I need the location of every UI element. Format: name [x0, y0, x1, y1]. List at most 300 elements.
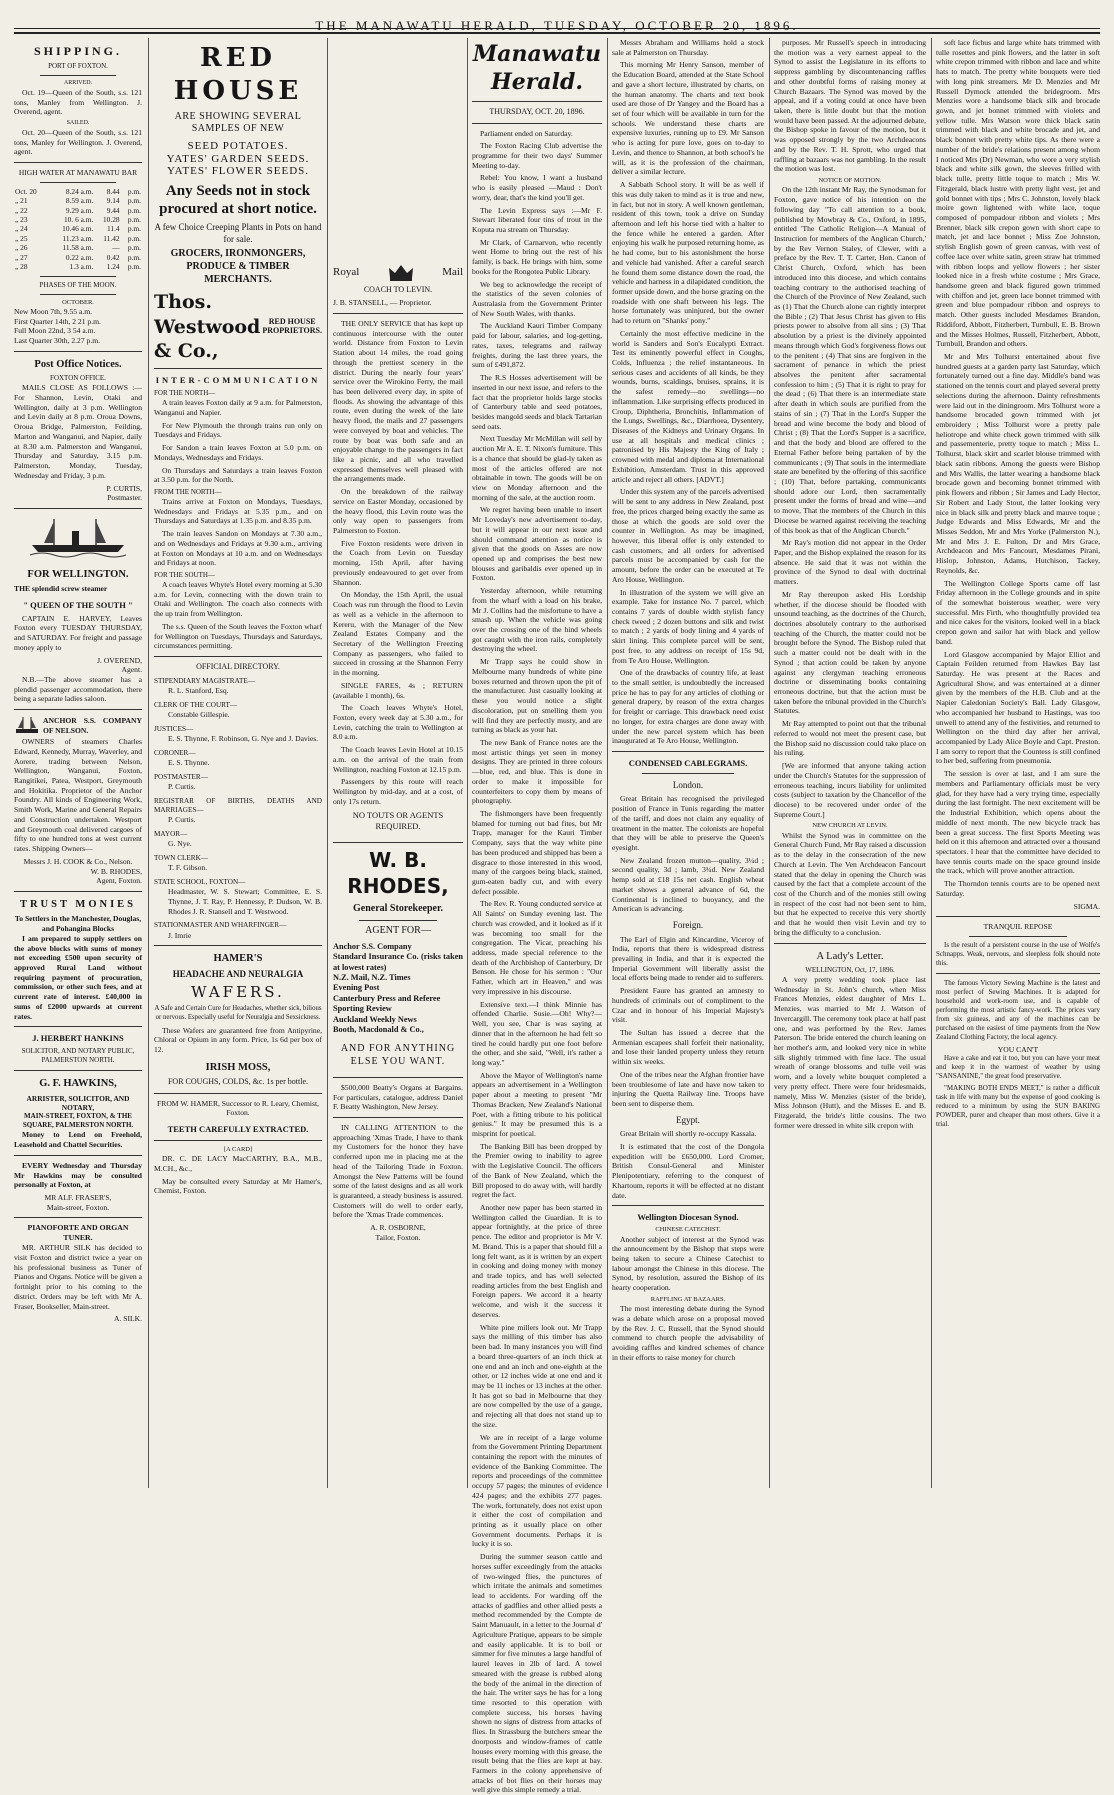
editorial-para: The Auckland Kauri Timber Company paid for labour, salaries, and log-getting, rates, taxes, telegrams and railway freights, during the last three years, the sum of £491,872. — [472, 321, 602, 370]
inter-para-2: For New Plymouth the through trains run only on Tuesdays and Fridays. — [154, 420, 322, 440]
editorial-date: THURSDAY, OCT. 20, 1896. — [489, 107, 585, 117]
coach-para-2: On the breakdown of the railway service on Easter Monday, occasioned by the heavy flood, this Levin route was the only way open to passengers from Palmerston to Foxton. — [333, 487, 463, 536]
card-label: [A CARD] — [223, 1145, 253, 1153]
official-role: TOWN CLERK— — [154, 853, 208, 862]
official-name: E. S. Thynne, F. Robinson, G. Nye and J. Davies. — [168, 734, 319, 744]
divider — [154, 368, 322, 369]
tide-cell: „ 26 — [15, 243, 28, 253]
editorial-para: The Rev. R. Young conducted service at All Saints' on Sunday evening last. The church was crowded, and it looked as if it was becoming too small for the congregation. The Vicar, preaching his address, made special reference to the death of the Archbishop of Canterbury, Dr Benson. He chose for his sermon : "Our Father, which art in Heaven," and was very impressive in his discourse. — [472, 899, 602, 996]
tide-cell: 11.4 — [106, 224, 120, 234]
no-touts: NO TOUTS OR AGENTS REQUIRED. — [352, 810, 444, 832]
editorial-para: The new Bank of France notes are the most artistic things yet seen in money designs. They are printed in three colours —blue, red, and blue. This is done in order to make it impossible for counterfeiters to copy them by means of photography. — [472, 737, 602, 806]
editorial-para: Above the Mayor of Wellington's name appears an advertisement in a Wellington paper about a meeting to present "Mr Thomas Bracken, New Zealand's National Poet, with a fitting tribute to his political genius." It may be presumed this is a misprint for poetical. — [472, 1070, 602, 1138]
wafers-heading: WAFERS. — [191, 983, 285, 1002]
piano-heading: PIANOFORTE AND ORGAN TUNER. — [27, 1223, 129, 1243]
divider — [14, 508, 142, 509]
tide-cell: p.m. — [127, 205, 141, 215]
tide-cell: 1.24 — [106, 262, 120, 272]
official-role: MAYOR— — [154, 830, 188, 839]
official-role: JUSTICES— — [154, 725, 194, 734]
divider — [14, 351, 142, 352]
divider — [612, 751, 764, 752]
foreign-para: President Faure has granted an amnesty to hundreds of criminals out of compliment to the Czar and in honour of his Imperial Majesty's visit. — [612, 986, 764, 1025]
divider — [333, 1077, 463, 1078]
steamship-illustration — [14, 515, 142, 562]
news-para: Messrs Abraham and Williams hold a stock sale at Palmerston on Thursday. — [612, 38, 764, 57]
official-role: POSTMASTER— — [154, 772, 208, 781]
hawkins-address: MAIN-STREET, FOXTON, & THE SQUARE, PALMERSTON NORTH. — [22, 1112, 134, 1130]
for-the-south: FOR THE SOUTH— — [154, 570, 215, 579]
divider — [154, 656, 322, 657]
anchor-agents: Messrs J. H. COOK & Co., Nelson. — [23, 856, 133, 866]
tide-cell: 10. 6 a.m. — [63, 214, 94, 224]
coach-para-7: The Coach leaves Levin Hotel at 10.15 a.m. on the arrival of the train from Wellington, reaching Foxton at 12.15 p.m. — [333, 745, 463, 774]
moon-phase-line: Last Quarter 30th, 2.27 p.m. — [14, 336, 101, 346]
editorial-para: Rebel: You know, I want a husband who is easily pleased —Maud : Don't worry, dear, that's the kind you'll get. — [472, 173, 602, 202]
tide-cell: p.m. — [127, 243, 141, 253]
tide-cell: „ 24 — [15, 224, 28, 234]
tranquil-heading: TRANQUIL REPOSE — [983, 922, 1053, 932]
postmaster-title: Postmaster. — [107, 493, 142, 503]
editorial-para: We beg to acknowledge the receipt of the statistics of the seven colonies of Australasia from the Government Printer of New South Wales, with thanks. — [472, 279, 602, 318]
coach-para-4: On Monday, the 15th April, the usual Coach was run through the flood to Levin as well as a vehicle in the afternoon to Kereru, with the Manager of the New Zealand Estates Company and the Secretary of the Wellington Freezing Company as passengers, who failed to succeed in crossing at the Shannon Ferry in the morning. — [333, 590, 463, 678]
inter-para-7: A coach leaves Whyte's Hotel every morning at 5.30 a.m. for Levin, connecting with the down train to Otaki and Wellington. The coach also connects with the up train from Wellington. — [154, 579, 322, 619]
tide-cell: 11.23 a.m. — [62, 233, 94, 243]
inter-para-5: Trains arrive at Foxton on Mondays, Tuesdays, Wednesdays and Fridays at 5.35 p.m., and on Thursdays and Saturdays at 1.35 p.m. and 8.35 p.m. — [154, 496, 322, 526]
official-name: E. S. Thynne. — [168, 758, 210, 768]
official-name: G. Nye. — [168, 839, 192, 849]
editorial-para: We regret having been unable to insert Mr Loveday's new advertisement to-day, but it will appear in our next issue and should command attention as notice is given that the goods on Asses are now opened up and comprises the best new blouses and garibaldis ever opened up in Foxton. — [472, 505, 602, 583]
seed-line-3: YATES' FLOWER SEEDS. — [166, 165, 310, 178]
divider — [333, 313, 463, 314]
official-name: R. L. Stanford, Esq. — [168, 686, 229, 696]
hamer-successor: FROM W. HAMER, Successor to R. Leary, Chemist, Foxton. — [157, 1098, 319, 1118]
mail-word: Mail — [442, 265, 463, 278]
ladys-letter-para: The Wellington College Sports came off last Friday afternoon in the College grounds and in spite of the somewhat boisterous weather, were very successful. Mrs Firth, who thoughtfully provided tea and nice cakes for the visitors, looked well in a black crepon gown and sailor hat with black and yellow band. — [936, 578, 1100, 646]
divider — [14, 891, 142, 892]
ladys-letter-para: soft lace fichus and large white hats trimmed with tulle rosettes and pink flowers, and the latter in soft white crepon trimmed with ribbon and lace and white hats to match. The pretty white bouquets were tied with long pink streamers. Mr D. Menzies and Mr Russell Dymock attended the bridegroom. Mrs Menzies wore a handsome black silk and brocade gown, and jet bonnet trimmed with violets and yellow tulle. Mrs Watson wore thick black satin trimmed with black and white brocade and jet, and black bonnet with pretty white tips. As there were a number of the bride's relations present among whom I noticed Mrs (Dr) Newman, who wore a very stylish black and white silk gown, the sleeves frilled with black tulle, pretty little toque to match ; Mrs W. Fitzgerald, black lustre with pretty light vest, jet and gold bonnet with tips ; Mrs C. Johnston, lovely black moire gown lightened with white lace, toque composed of pompadour ribbon and violets ; Mrs Brenner, black silk crepon gown with short cape to match, jet and lace bonnet ; Miss Zoe Johnston, stylish English gown of green canvas, with vest of coffee lace over white satin, green straw hat trimmed with ribbon loops and yellow flowers ; her sister looked nice in a fresh white costume ; Mrs Grace, handsome green and black figured gown trimmed with chiffon and jet, green lace bonnet trimmed with green and blue pompadour ribbon and ospreys to match. Other guests included Mesdames Brandon, Riddiford, Abbott, Fitzherbert, Turnbull, E. B. Brown and the Misses Holmes, Russell, Fitzherbert, Abbott, Turnbull, Brandon and others. — [936, 38, 1100, 349]
tide-cell: p.m. — [127, 224, 141, 234]
tide-row — [14, 187, 142, 196]
coach-para-5: SINGLE FARES, 4s ; RETURN (available 1 month), 6s. — [333, 680, 463, 700]
editorial-para: During the summer season cattle and horses suffer exceedingly from the attacks of two-winged flies, the punctures of which irritate the animals and sometimes lead to accidents. For warding off the attacks of gadflies and other allied pests a method recommended by the Compte de Saint Manuault, in a letter to the Journal d' Agriculture Pratique, appears to be simple and easily applicable. It is to boil or simmer for five minutes a large handful of laurel leaves in 2lb of lard. A towel smeared with the grease is rubbed along the body of the animal in the direction of the hair. The writer says he has for a long time resorted to this operation with complete success, his horses having shown no signs of distress from attacks of flies. In Strassburg the butchers smear the doorposts and window-frames of cattle houses every morning with this grease, the result being that the flies are kept at bay. Farmers in the colony apprehensive of attacks of bot flies on their horses may well give this simple remedy a trial. — [472, 1552, 602, 1795]
red-house-heading: RED HOUSE — [173, 43, 303, 107]
new-church-sub: NEW CHURCH AT LEVIN. — [812, 822, 888, 830]
royal-word: Royal — [333, 265, 360, 278]
westwood-name: Thos. Westwood & Co., — [154, 291, 261, 363]
for-the-north: FOR THE NORTH— — [154, 389, 216, 398]
moon-phase-line: Full Moon 22nd, 3 54 a.m. — [14, 326, 96, 336]
divider — [969, 936, 1067, 937]
red-house-proprietors — [262, 318, 322, 336]
synod-cont-para: Mr Ray attempted to point out that the tribunal referred to would not meet the present case, but the Bishop said no discussion could take place on his ruling. — [774, 719, 926, 758]
column-royal-mail — [333, 262, 463, 1490]
synod-sub-1: CHINESE CATECHIST. — [655, 1226, 721, 1234]
inter-communication-heading: INTER-COMMUNICATION — [155, 375, 321, 386]
stansell-proprietor: J. B. STANSELL, — Proprietor. — [333, 298, 432, 308]
official-directory-heading: OFFICIAL DIRECTORY. — [196, 661, 280, 671]
divider — [154, 945, 322, 946]
cablegrams-heading: CONDENSED CABLEGRAMS. — [628, 758, 748, 769]
storekeeper-heading: General Storekeeper. — [353, 903, 443, 915]
ship-icon — [14, 715, 40, 737]
anchor-text: OWNERS of steamers Charles Edward, Kennedy, Murray, Waverley, and Aorere, trading between Nelson, Wellington, Wanganui, Foxton, Rangitikei, Patea, Westport, Greymouth and Hokitika. Proprietor of the Anchor Foundry. All kinds of Engineering Work, Smith Work, Marine and General Repairs and Construction undertaken. Westport and Greymouth coal delivered cargoes of fifty to one hundred tons at west current rates. Shipping Owners— — [14, 737, 142, 854]
sailed-text: Oct. 20—Queen of the South, s.s. 121 tons, Manley for Wellington. J. Overend, agent. — [14, 127, 142, 157]
shipping-heading: SHIPPING. — [33, 44, 122, 58]
hawkins-title: ARRISTER, SOLICITOR, AND NOTARY, — [26, 1093, 130, 1112]
agent-item: Evening Post — [333, 983, 380, 993]
synod-heading: Wellington Diocesan Synod. — [637, 1212, 739, 1223]
tide-cell: 10.46 a.m. — [62, 224, 94, 234]
editorial-para: Extensive text.—I think Minnie has offended Charlie. Susie.—Oh! Why?—Well, you see, Char is was saying at dinner that in the afternoon he had felt so tired he could hardly put one foot before the other, and she said, "Well, it's rather a long way." — [472, 999, 602, 1067]
foreign-para: One of the tribes near the Afghan frontier have been troublesome of late and have now taken to injuring the Quetta Railway line. Troops have been sent to disperse them. — [612, 1069, 764, 1109]
tide-row — [14, 206, 142, 215]
tide-cell: 8.44 — [106, 186, 120, 196]
news-para: In illustration of the system we will give an example. Take for instance No. 7 parcel, which contains 7 yards of double width stylish fancy check tweed ; 2 dozen buttons and silk and twist to match ; 2 yards of body lining and 4 yards of skirt lining. This complete parcel will be sent, post free, to any address on receipt of 15s 9d, from Te Aro House, Wellington. — [612, 587, 764, 665]
tide-row — [14, 262, 142, 271]
synod-para: Another subject of interest at the Synod was the announcement by the Bishop that steps were being taken to secure a Chinese Catechist to labour amongst the Chinese in this diocese. The Synod, by resolution, assured the Bishop of its hearty cooperation. — [612, 1234, 764, 1293]
tide-cell: „ 25 — [15, 233, 28, 243]
synod-cont-para: Mr Ray's motion did not appear in the Order Paper, and the Bishop explained the reason for its absence. He said that it was not within the province of the Synod to deal with doctrinal matters. — [774, 538, 926, 587]
hawkins-money: Money to Lend on Freehold, Leasehold and Chattel Securities. — [14, 1130, 142, 1150]
wafers-text-2: These Wafers are guaranteed free from Antipyrine, Chloral or Opium in any form. Price, 1s 6d per box of 12. — [154, 1025, 322, 1055]
agent-list — [333, 942, 463, 1035]
from-the-north: FROM THE NORTH— — [154, 487, 222, 496]
official-directory — [154, 677, 322, 940]
official-role: CLERK OF THE COURT— — [154, 701, 238, 710]
tide-cell: 9.14 — [106, 196, 120, 206]
osborne-title: Tailor, Foxton. — [375, 1232, 421, 1242]
masthead — [0, 0, 1114, 34]
divider — [40, 182, 117, 183]
trust-monies-sub: To Settlers in the Manchester, Douglas, and Pohangina Blocks — [14, 914, 142, 934]
coach-para-6: The Coach leaves Whyte's Hotel, Foxton, every week day at 5.30 a.m., for Levin, catching the train to Wellington at 8.0 a.m. — [333, 703, 463, 742]
synod-sub-2: RAFFLING AT BAZAARS. — [650, 1295, 726, 1303]
ladys-letter-para: The session is over at last, and I am sure the members and Parliamentary officials must be very glad, for they have had a very trying time, especially during the last fortnight. The next excitement will be the Industrial Exhibition, which opens about the middle of next month. The new bicycle track has been a great success. The first Sports Meeting was held on it this afternoon and attracted over a thousand spectators. I hear that the committee have decided to have tennis courts made on the space ground inside the track, which will prove another attraction. — [936, 769, 1100, 876]
editorial-para: Parliament ended on Saturday. — [480, 128, 573, 138]
egypt-para: Great Britain will shortly re-occupy Kassala. — [620, 1129, 757, 1139]
paper-name: Manawatu Herald. — [472, 41, 602, 96]
anchor-heading: ANCHOR S.S. COMPANY OF NELSON. — [43, 716, 142, 736]
sewing-machine-text: The famous Victory Sewing Machine is the latest and most perfect of Sewing Machines. It is adapted for household and work-room use, and is capable of performing the most artistic fancy-work. The prices vary from six guineas, and any of the machines can be purchased on the easiest of time payments from the New Zealand Clothing Factory, the local agency. — [936, 978, 1100, 1041]
divider — [14, 1070, 142, 1071]
post-office-text: MAILS CLOSE AS FOLLOWS :— For Shannon, Levin, Otaki and Wellington, daily at 3 p.m. Wellington and Levin daily at 8 p.m. Oroua Downs, Oroua Bridge, Palmerston, Feilding, Marton and Wanganui, and Napier, daily at 8.30 a.m. Palmerston and Wanganui, Thursday and Saturday, 3.15 p.m. Palmerston, Monday, Tuesday, Wednesday and Friday, 3 p.m. — [14, 383, 142, 480]
baking-powder-text: "MAKING BOTH ENDS MEET," is rather a difficult task in life with many but the expense of good cooking is reduced to a minimum by using the SUN BAKING POWDER, purer and cheaper than most others. Give it a trial. — [936, 1084, 1100, 1128]
agent-item: Sporting Review — [333, 1004, 392, 1014]
official-list — [154, 677, 322, 940]
tide-row — [14, 253, 142, 262]
london-heading: London. — [672, 779, 704, 790]
tide-cell: p.m. — [127, 262, 141, 272]
divider — [40, 294, 117, 295]
agent-item: Canterbury Press and Referee — [333, 993, 441, 1003]
newspaper-header-title: THE MANAWATU HERALD, TUESDAY, OCTOBER 20, 1896. — [315, 18, 799, 33]
editorial-para: White pine millers look out. Mr Trapp says the milling of this timber has also been bad. In many instances you will find a board three-quarters of an inch thick at one end and an inch and one-eighth at the other, or 12 inches wide at one end and it may be 11 inches or 13 inches at the other. It has got so bad in Melbourne that they are now compelled by the use of a gauge, and rejecting all that does not stand up to the size. — [472, 1322, 602, 1429]
tide-cell: p.m. — [127, 252, 141, 262]
irish-moss-heading: IRISH MOSS, — [205, 1061, 271, 1073]
divider — [154, 1093, 322, 1094]
divider — [936, 916, 1100, 917]
tide-cell: „ 28 — [15, 262, 28, 272]
proprietors-line-2: PROPRIETORS. — [262, 325, 322, 335]
sailed-label: SAILED. — [66, 120, 90, 127]
column-shipping — [14, 38, 142, 1490]
westwood-row — [154, 290, 322, 363]
beatty-organs: $500,000 Beatty's Organs at Bargains. For particulars, catalogue, address Daniel F. Beatty Washington, New Jersey. — [333, 1082, 463, 1112]
ladys-letter-date: WELLINGTON, Oct, 17, 1896. — [805, 966, 895, 975]
synod-cont-para: Whilst the Synod was in committee on the General Church Fund, Mr Ray raised a discussion as to the delay in the consecration of the new Church at Levin. The Ven Archdeacon Fancourt stated that the delay in opening the Church was caused by the fact that a complete account of the cost of the Church and of the monies still owing in respect of the cost had not been sent to him, but that he expected to receive this very shortly and that he would then visit Levin and try to bring the difficulty to a conclusion. — [774, 830, 926, 937]
tide-cell: „ 27 — [15, 252, 28, 262]
anything-else: AND FOR ANYTHING ELSE YOU WANT. — [340, 1043, 456, 1068]
tide-cell: „ 23 — [15, 214, 28, 224]
hawkins-name: G. F. HAWKINS, — [39, 1078, 117, 1090]
official-role: STATIONMASTER AND WHARFINGER— — [154, 921, 287, 930]
news-para: A Sabbath School story. It will be as well if this was duly taken to mind as it is true and new, in fact, but not in story. A well known gentleman, resident of this town, took a drive on Sunday afternoon and left his horse tied with a halter to the fence while he entered a garden. After enjoying his walk he purposed returning home, as he had come, but to his astonishment the horse and vehicle had vanished. After a careful search he found them some distance down the road, the vehicle and harness in a dilapidated condition, the former upside down, and the horse grazing on the roadside with one shaft between his legs. The horse fortunately was uninjured, but the owner had to return on "Shanks' pony." — [612, 180, 764, 326]
ladys-letter-para: The Thorndon tennis courts are to be opened next Saturday. — [936, 879, 1100, 898]
divider — [333, 1117, 463, 1118]
foreign-heading: Foreign. — [672, 920, 704, 931]
foreign-para: The Earl of Elgin and Kincardine, Viceroy of India, reports that there is widespread distress prevailing in India, and that it is expected the Imperial Government will liberally assist the local efforts being made to render aid to sufferers. — [612, 934, 764, 983]
tide-row — [14, 215, 142, 224]
crown-icon — [387, 262, 415, 282]
anchor-heading-row — [14, 715, 142, 737]
official-name: T. F. Gibson. — [168, 863, 208, 873]
wellington-ship-name: " QUEEN OF THE SOUTH " — [23, 599, 133, 610]
port-label: PORT OF FOXTON. — [48, 62, 108, 71]
masthead-rule — [14, 28, 1100, 34]
london-para: Great Britain has recognised the privileged position of France in Tunis regarding the matter of the tariff, and does not claim any equality of treatment in the matter. The colonists are hopeful that they will be able to preserve the Queen's eyesight. — [612, 794, 764, 853]
tide-table — [14, 187, 142, 272]
tide-cell: 10.28 — [102, 214, 120, 224]
samples-line: ARE SHOWING SEVERAL SAMPLES OF NEW — [174, 110, 302, 135]
tide-cell: 9.44 — [106, 205, 120, 215]
inter-para-1: A train leaves Foxton daily at 9 a.m. for Palmerston, Wanganui and Napier. — [154, 398, 322, 417]
post-office-heading: Post Office Notices. — [34, 358, 122, 370]
tide-cell: 0.42 — [106, 252, 120, 262]
ladys-letter-heading: A Lady's Letter. — [816, 950, 884, 962]
tide-cell: — — [112, 243, 120, 253]
tide-row — [14, 243, 142, 252]
hankins-title: SOLICITOR, AND NOTARY PUBLIC, — [21, 1047, 135, 1056]
divider — [14, 162, 142, 163]
editorial-para: The Levin Express says :—Mr F. Stewart liberated four tins of trout in the Koputa rua stream on Thursday. — [472, 205, 602, 235]
editorial-para: Yesterday afternoon, while returning from the wharf with a load on his brake, Mr J. Collins had the misfortune to have a smash up. When the vehicle was going over the crossing one of the hind wheels got caught with the iron rails, completely destroying the wheel. — [472, 586, 602, 654]
you-cant-heading: YOU CAN'T — [997, 1044, 1039, 1054]
official-role: STIPENDIARY MAGISTRATE— — [154, 677, 255, 686]
official-role: CORONER— — [154, 749, 196, 757]
wellington-heading: FOR WELLINGTON. — [27, 568, 129, 580]
wellington-text: CAPTAIN E. HARVEY, Leaves Foxton every TUESDAY THURSDAY, and SATURDAY. For freight and passage money apply to — [14, 613, 142, 652]
tide-cell: p.m. — [127, 186, 141, 196]
divider — [774, 943, 926, 944]
divider — [936, 973, 1100, 974]
fraser-name: MR ALF. FRASER'S, — [44, 1192, 112, 1202]
divider — [154, 1140, 322, 1141]
official-name: Headmaster, W. S. Stewart; Committee, E. S. Thynne, J. T. Ray, P. Hennessy, P. Dudson, W. B. Rhodes J. R. Stansell and T. Westwood. — [168, 887, 322, 916]
tide-row — [14, 196, 142, 205]
ladys-letter-para: Lord Glasgow accompanied by Major Elliot and Captain Feilden returned from Hawkes Bay last Saturday. He was present at the Races and Agricultural Show, and was entertained at a dinner given by the members of the H.B. Club and at the Napier Caledonian Society's Ball. Lady Glasgow, who accompanied her husband to Hastings, was too unwell to attend any of the festivities, and returned to Wellington on the third day after her arrival, accompanied by Lady Alice Boyle and Capt. Preston. I am sorry to report that the Countess is still confined to her bed, suffering from pneumonia. — [936, 649, 1100, 766]
agent-item: Anchor S.S. Company — [333, 941, 412, 951]
wellington-agent-name: J. OVEREND, — [97, 655, 142, 665]
piano-sign: A. SILK. — [113, 1314, 142, 1324]
divider — [40, 276, 117, 277]
royal-mail-heading — [333, 262, 463, 282]
column-rule — [148, 38, 149, 1488]
column-rule — [327, 38, 328, 1488]
moon-heading: PHASES OF THE MOON. — [39, 280, 117, 289]
tide-heading: HIGH WATER AT MANAWATU BAR — [18, 167, 138, 177]
tide-cell: „ 21 — [15, 196, 28, 206]
divider — [40, 75, 117, 76]
coach-para-1: THE ONLY SERVICE that has kept up continuous intercourse with the outer world. Distance from Foxton to Levin Station about 14 miles, the road going through the prettiest scenery in the district. During the nearly four years' service over the Wirokino Ferry, the mail has been delivered every day, in spite of floods. As showing the advantage of this route, even during the week of the late heavy flood, the mails and 27 passengers were conveyed by boat and vehicles. The route by boat was both safe and an enjoyable change to the passengers in fact like a picnic, and all who travelled expressed themselves well pleased with the arrangements made. — [333, 318, 463, 484]
hankins-name: J. HERBERT HANKINS — [32, 1033, 124, 1044]
headache-heading: HEADACHE AND NEURALGIA — [172, 968, 304, 979]
divider — [333, 842, 463, 843]
notice-of-motion: NOTICE OF MOTION. — [818, 177, 882, 185]
synod-para: The most interesting debate during the Synod was a debate which arose on a proposal moved by the Rev. J. C. Russell, that the Synod should commend to church people the advisability of avoiding raffles and kindred schemes of chance in their efforts to raise money for church — [612, 1304, 764, 1362]
arrived-text: Oct. 19—Queen of the South, s.s. 121 tons, Manley from Wellington. J. Overend, agent. — [14, 87, 142, 117]
news-para: One of the drawbacks of country life, at least to the small settler, is undoubtedly the increased price he has to pay for any articles of clothing or general drapery, by reason of the extra charges for freight or carriage. This drawback need exist no longer, for extra charges are done away with under the new parcel system which has been inaugurated at Te Aro House, Wellington. — [612, 668, 764, 746]
moon-lines — [14, 307, 142, 346]
osborne-text: IN CALLING ATTENTION to the approaching 'Xmas Trade, I have to thank my Customers for the honor they have conferred upon me in placing me at the head of the Tailoring Trade in Foxton. Amongst the New Patterns will be found some of the latest designs and as all work is guaranteed, a steady business is assured. Customers will do well to order early, before the 'Xmas Trade commences. — [333, 1122, 463, 1220]
teeth-heading: TEETH CAREFULLY EXTRACTED. — [167, 1124, 309, 1134]
seed-line-1: SEED POTATOES. — [187, 140, 289, 153]
synod-cont-para: [We are informed that anyone taking action under the Church's Statutes for the suppression of erroneous teaching, incurs liability for unlimited costs (subject to taxation by the Chancellor of the diocese) to be recovered under order of the Supreme Court.] — [774, 761, 926, 819]
tide-cell: 11.58 a.m. — [62, 243, 94, 253]
inter-para-8: The s.s. Queen of the South leaves the Foxton wharf for Wellington on Tuesdays, Thursdays and Saturdays, circumstances permitting. — [154, 621, 322, 651]
editorial-para: Another new paper has been started in Wellington called the Guardian. It is to appear fortnightly, at the price of three pence. The editor and proprietor is Mr V. M. Brand. This is a paper that should fill a long felt want, as it is written by an expert in cooking and doing money with money and trade topics, and has well selected reading articles from the best English and Foreign papers. We accord it a hearty welcome, and wish it the success it deserves. — [472, 1203, 602, 1319]
divider — [642, 773, 733, 774]
divider — [14, 709, 142, 710]
trust-monies-heading: TRUST MONIES — [19, 898, 137, 910]
tide-cell: 8.59 a.m. — [65, 196, 94, 206]
divider — [472, 101, 602, 102]
coach-para-3: Five Foxton residents were driven in the Coach from Levin on Tuesday morning, 15th April, after having previously endeavoured to get over from Shannon. — [333, 538, 463, 587]
column-rule — [769, 38, 770, 1488]
signature: SIGMA. — [1073, 901, 1100, 911]
editorial-para: Mr Trapp says he could show in Melbourne many hundreds of white pine boxes returned and thrown upon the pit of the manufacturer. Just casually looking at these you would notice a slight discoloration, put on smelling them you will find they are perfectly musty, and are turning as black as your hat. — [472, 657, 602, 735]
divider — [14, 1026, 142, 1027]
seed-line-2: YATES' GARDEN SEEDS. — [166, 152, 310, 165]
editorial-para: The fishmongers have been frequently blamed for turning out bad fites, but Mr Trapp, manager for the Kauri Timber Company, says that the way white pine has been produced and shipped has been a disgrace to those interested in this wood, many of the cargoes being black, stained, gum-eaten badly cut, and with every defect possible. — [472, 808, 602, 896]
official-role: STATE SCHOOL, FOXTON— — [154, 877, 246, 886]
coach-para-8: Passengers by this route will reach Wellington by mid-day, and at a cost, of only 17s return. — [333, 777, 463, 806]
postmaster-name: P. CURTIS, — [106, 483, 142, 493]
anchor-rhodes-name: W. B. RHODES, — [90, 866, 142, 876]
editorial-para: Next Tuesday Mr McMillan will sell by auction Mr A. E. T. Nixon's furniture. This is a chance that should be glad-ly taken as most of the articles offered are not obtainable in town. The goods will be on view on Monday afternoon and the morning of the sale, at the auction room. — [472, 434, 602, 502]
divider — [14, 1217, 142, 1218]
ladys-letter-para: Mr and Mrs Tolhurst entertained about five hundred guests at a garden party last Saturday, which fortunately turned out a fine day. Middle's band was stationed on the tennis court and played several pretty selections during the afternoon. Dainty refreshments were laid out in the diningroom. Mrs Tolhurst wore a handsome brocaded gown trimmed with jet embroidery ; Miss Tolhurst wore a pretty pale heliotrope and white check gown trimmed with silk and passementerie, pretty toque to match ; Miss L. Tolhurst, black skirt and scarlet blouse trimmed with black satin ribbons. Among the guests were Bishop and Mrs Wallis, the latter wearing a handsome black brocade gown and becoming bonnet trimmed with pink flowers and ribbon ; Sir James and Lady Hector, Sir Robert and Lady Stout, the latter looking very nice in black silk and pretty black and mauve toque ; Judge Edwards and Miss Edwards, Mr and the Misses Seddon, Mr and Mrs Yorke (Palmerston N.), Mr and Mrs J. E. Fulton, Dr and Mrs Grace, Archdeacon and Mrs Fancourt, Mesdames Pirani, Hislop, Johnston, Adams, Hutchison, Tackey, Reynolds, &c. — [936, 352, 1100, 575]
egypt-para: It is estimated that the cost of the Dongola expedition will be £650,000. Lord Cromer, British Consul-General and Minister Plenipotentiary, referring to the conquest of Khartoum, reports it will be effected at no distant date. — [612, 1142, 764, 1200]
official-name: P. Curtis. — [168, 815, 196, 825]
fraser-street: Main-street, Foxton. — [46, 1202, 110, 1212]
agent-item: Booth, Macdonald & Co., — [333, 1024, 424, 1034]
tide-cell: 1.3 a.m. — [69, 262, 94, 272]
wellington-agent-title: Agent. — [121, 665, 142, 675]
any-seeds-heading: Any Seeds not in stock procured at short notice. — [159, 183, 317, 218]
osborne-name: A. R. OSBORNE, — [370, 1223, 426, 1233]
editorial-para: We are in receipt of a large volume from the Government Printing Department containing the report with the minutes of evidence of the Banking Committee. The reports and proceedings of the committee occupy 57 pages; the minutes of evidence 424 pages; and the exhibits 277 pages. The work, fortunately, does not exist upon it either the cost of compilation and printing as it usually place on other Government documents. Perhaps it is lucky it is so. — [472, 1432, 602, 1549]
moon-month: OCTOBER. — [62, 298, 94, 306]
column-rule — [931, 38, 932, 1488]
editorial-para: The Banking Bill has been dropped by the Premier owing to inability to agree with the Legislative Council. The officers of the Bank of New Zealand, which the Bill proposed to do away with, will hardly regret the fact. — [472, 1141, 602, 1200]
tide-row — [14, 234, 142, 243]
proprietors-line-1: RED HOUSE — [268, 317, 316, 327]
egypt-heading: Egypt. — [676, 1114, 700, 1125]
post-office-sub: FOXTON OFFICE. — [50, 374, 106, 383]
london-para: New Zealand frozen mutton—quality, 3¼d ; second quality, 3d ; lamb, 3¾d. New Zealand hemp sold at £18 15s net cash. English wheat market shows a general advance of 6d, the Continental is inclined to buoyancy, and the American is advancing. — [612, 855, 764, 914]
news-para: Under this system any of the parcels advertised will be sent to any address in New Zealand, post free, the prices charged being exactly the same as those at which the goods are sold over the counter in Wellington. As may be imagined, however, this liberal offer is only extended to cash customers, and all orders for advertised parcels must be accompanied by cash for the amount, before the order can be executed at Te Aro House, Wellington. — [612, 487, 764, 584]
editorial-para: The R.S Hosses advertisement will be inserted in our next issue, and refers to the fact that the proprietor holds large stocks of Canterbury table and seed potatoes, besides mangold seeds and black Tartarian seed oats. — [472, 373, 602, 431]
tide-cell: p.m. — [127, 196, 141, 206]
column-rule — [467, 38, 468, 1488]
editorial-para: Mr Clark, of Carnarvon, who recently went Home to bring out the rest of his family, is back. He brings with him, some books for the Rongotea Public Library. — [472, 237, 602, 276]
piano-text: MR. ARTHUR SILK has decided to visit Foxton and district twice a year on his professional business as Tuner of Pianos and Organs. Notice will be given a fortnight prior to his coming to the district. Orders may be left with Mr A. Fraser, Bookseller, Main-street. — [14, 1243, 142, 1311]
inter-para-4: On Thursdays and Saturdays a train leaves Foxton at 3.50 p.m. for the North. — [154, 465, 322, 485]
tide-cell: p.m. — [127, 233, 141, 243]
agent-for-heading: AGENT FOR— — [365, 925, 431, 937]
column-synod — [774, 38, 926, 1490]
synod-cont-para: Mr Ray thereupon asked His Lordship whether, if the diocese should be flooded with unsound teaching, as the doctrines of the Church, doctrines absolutely contrary to the authorised teaching of the Church, the matter could not be brought before the Synod. The Bishop ruled that such a matter could not be dealt with in the Synod ; that action could be taken by anyone against any clergyman teaching erroneous doctrine or disseminating books containing erroneous doctrine, but that the action must be taken before the tribunal provided in the Church's Statutes. — [774, 589, 926, 716]
moon-phase-line: New Moon 7th, 9.55 a.m. — [14, 307, 93, 317]
agent-item: Auckland Weekly News — [333, 1014, 417, 1024]
column-editorial — [472, 38, 602, 1795]
anchor-rhodes-title: Agent, Foxton. — [96, 876, 142, 886]
arrived-label: ARRIVED. — [63, 80, 93, 87]
news-para: Certainly the most effective medicine in the world is Sanders and Son's Eucalypti Extract. Test its eminently powerful effect in Coughs, Colds, Influenza ; the relief instantaneous. In serious cases and accidents of all kinds, be they wounds, burns, scaldings, bruises, sprains, it is the safest remedy—no swellings—no inflammation. Like surprising effects produced in Croup, Diphtheria, Bronchitis, Inflammation of the Lungs, Swellings, &c., Diarrhoea, Dysentery, Diseases of the Kidneys and Urinary Organs. In use at all hospitals and medical clinics ; patronised by His Majesty the King of Italy ; crowned with medal and diploma at International Exhibition, Amsterdam. Trust in this approved article and reject all others. [ADVT.] — [612, 328, 764, 484]
wellington-ship-intro: THE splendid screw steamer — [14, 584, 108, 594]
inter-para-6: The train leaves Sandon on Mondays at 7.30 a.m., and on Wednesdays and Fridays at 9.30 a.m., arriving at Foxton on Mondays at 10 a.m. and on Wednesdays and Fridays at noon. — [154, 529, 322, 568]
tide-cell: 9.29 a.m. — [65, 205, 94, 215]
ladys-letter-para: A very pretty wedding took place last Wednesday in St. John's church, when Miss Frances Menzies, eldest daughter of Mrs L. Menzies, was married to Mr J. Watson of Invercargill. The ceremony took place at half past one, and was performed by the Rev. James Paterson. The bride entered the church leaning on her mother's arm, and looked very nice in white silk slightly trimmed with fine lace. The usual wreath of orange blossoms and tulle veil was worn, and a lovely white bouquet completed a very pretty effect. There were four bridesmaids, namely, Miss W. Menzies (sister of the bride), Miss Johnson (Hutt), and the Misses E. and B. Fitzgerald, the bride's little cousins. The two former were dressed in white silk crepon with — [774, 974, 926, 1130]
synod-cont-para: On the 12th instant Mr Ray, the Synodsman for Foxton, gave notice of his intention on the following day "To call attention to a book, published by Mowbray & Co., Oxford, in 1895, entitled 'The Catholic Religion—A Manual of Instruction for members of the Anglican Church,' by the Rev Vernon Staley, of Clewer, with a preface by the Rev. T. T. Carter, Hon. Canon of Christ Church, Oxford, which has been introduced into this diocese, and which contains teaching contrary to the authorised teaching of the Church of the Province of New Zealand, such as (1) That the Church alone can rightly interpret the Bible ; (2) That Jesus Christ has given to His priests power to absolve from all sins ; (3) That absolution by a priest is the divinely appointed means through which God's forgiveness flows out to the penitent ; (4) That sins are forgiven in the sacrament of penance in which the priest absolves the penitent after sacramental confession to him ; (5) That it is right to pray for the dead ; (6) That there is an intermediate state after death in which souls are purified from the stains of sin ; (7) That in the Lord's Supper the bread and wine become the body and blood of Christ ; (8) That the Lord's Supper is a sacrifice, and that the body and blood are offered to the Eternal Father before being partaken of by the communicants ; (9) That souls in the intermediate state are benefited by the offering of this sacrifice ; (10) That, before partaking, communicants should adore our Lord, then sacramentally present under the forms of bread and wine—and to move, That the members of the Church in this Diocese be warned against receiving the teaching of this book as that of the Anglican Church." — [774, 185, 926, 535]
steamship-icon — [30, 515, 126, 559]
you-cant-text: Have a cake and eat it too, but you can have your meat and keep it in the warmest of weather by using "SANSANINE," the great food preservative. — [936, 1054, 1100, 1081]
column-red-house — [154, 38, 322, 1490]
trust-monies-text: I am prepared to supply settlers on the above blocks with sums of money not exceeding £500 upon security of approved Rural Land without requiring payment of procuration, commission, or other such fees, and at current rate of interest. £40,000 in sums of £2000 upwards at current rates. — [14, 933, 142, 1021]
coach-heading: COACH TO LEVIN. — [363, 285, 433, 294]
foreign-para: The Sultan has issued a decree that the Armenian escapees shall forfeit their nationality, and lose their landed property unless they return within six weeks. — [612, 1028, 764, 1067]
tranquil-text: Is the result of a persistent course in the use of Wolfe's Schnapps. Weak, nervous, and sleepless folk should note this. — [936, 940, 1100, 967]
tide-row — [14, 224, 142, 233]
coughs-line: FOR COUGHS, COLDS, &c. 1s per bottle. — [167, 1077, 308, 1087]
hankins-place: PALMERSTON NORTH. — [41, 1056, 115, 1065]
wafers-text-1: A Safe and Certain Cure for Headaches, whether sick, bilious or nervous. Especially useful for Neuralgia and Sexsickness. — [154, 1005, 322, 1022]
editorial-para: The Foxton Racing Club advertise the programme for their two days' Summer Meeting to-day. — [472, 141, 602, 170]
news-para: This morning Mr Henry Sanson, member of the Education Board, attended at the State School and gave a short lecture, illustrated by charts, on the human anatomy. The charts and text book used are those of Dr Yangey and the Board has a set of four which will be available in turn for the schools. We understand these charts are expensive luxuries, running up to £9. Mr Sanson who is acting for pure love, goes on to-day to Levin, and thence to Shannon, at both school's he will, as it is the profession of the chairman, deliver a similar lecture. — [612, 60, 764, 177]
tide-cell: „ 22 — [15, 205, 28, 215]
creeping-plants: A few Choice Creeping Plants in Pots on hand for sale. — [154, 222, 322, 244]
hamers-heading: HAMER'S — [213, 953, 263, 965]
column-ladys-letter — [936, 38, 1100, 1490]
official-role: REGISTRAR OF BIRTHS, DEATHS AND MARRIAGES— — [154, 796, 322, 815]
synod-cont-para: purposes. Mr Russell's speech in introducing the motion was a very earnest appeal to the Synod to assist the Legislature in its efforts to suppress gambling by discountenancing raffles and other doubtful forms of raising money at Church Bazaars. The Synod was moved by the appeal, and if a voting could at once have been taken, there is little doubt but that the motion would have been passed. At the adjourned debate, the Bishop spoke in favour of the motion, but it was opposed strongly by the two Archdeacons and by the Rev. T. H. Sprott, who urged that raffling at bazaars was not gambling. In the result the motion was lost. — [774, 38, 926, 174]
divider — [359, 920, 437, 921]
official-name: Constable Gillespie. — [168, 710, 230, 720]
tide-cell: 8.24 a.m. — [65, 186, 94, 196]
rhodes-heading: W. B. RHODES, — [347, 848, 449, 898]
tide-cell: 11.42 — [103, 233, 120, 243]
maccarthy-consult: May be consulted every Saturday at Mr Hamer's, Chemist, Foxton. — [154, 1176, 322, 1196]
maccarthy-name: DR. C. DE LACY MacCARTHY, B.A., M.B., M.CH., &c., — [154, 1154, 322, 1173]
divider — [612, 1205, 764, 1206]
column-rule — [607, 38, 608, 1488]
tide-cell: p.m. — [127, 214, 141, 224]
official-name: P. Curtis. — [168, 782, 196, 792]
agent-item: N.Z. Mail, N.Z. Times — [333, 973, 411, 983]
inter-para-3: For Sandon a train leaves Foxton at 5.0 p.m. on Mondays, Wednesdays and Fridays. — [154, 443, 322, 462]
tide-cell: 0.22 a.m. — [65, 252, 94, 262]
